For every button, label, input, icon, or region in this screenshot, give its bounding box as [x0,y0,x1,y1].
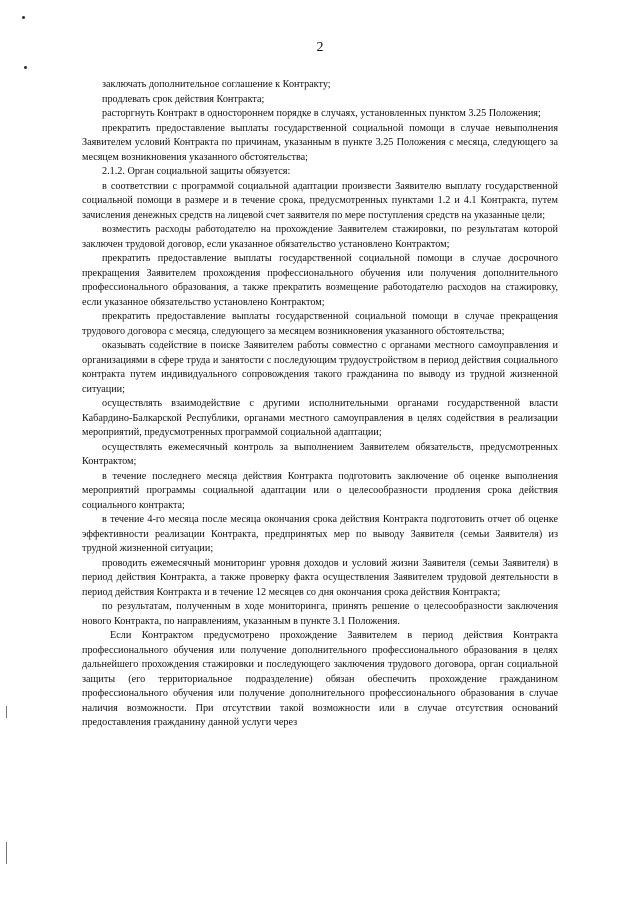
page-number: 2 [316,40,324,55]
paragraph: прекратить предоставление выплаты государственной социальной помощи в случае досрочного прекращения Заявителем прохождения профессионального обучения или получения дополнительного профессионального образования, а также прекратить возмещение работодателю расходов на стажировку, если указанное обязательство установлено Контрактом; [82,253,558,308]
paragraph: проводить ежемесячный мониторинг уровня доходов и условий жизни Заявителя (семьи Заявителя) в период действия Контракта, а также проверку факта осуществления Заявителем трудовой деятельности в период действия Контракта и в течение 12 месяцев со дня окончания срока действия Контракта; [82,557,558,598]
paragraph: осуществлять взаимодействие с другими исполнительными органами государственной власти Кабардино-Балкарской Республики, органами местного самоуправления в целях содействия в реализации мероприятий, предусмотренных программой социальной адаптации; [82,398,558,438]
paragraph: заключать дополнительное соглашение к Контракту; [102,79,331,90]
paragraph: продлевать срок действия Контракта; [102,93,265,105]
paragraph: по результатам, полученным в ходе мониторинга, принять решение о целесообразности заключения нового Контракта, по направлениям, указанным в пункте 3.1 Положения. [82,601,558,627]
paragraph: Если Контрактом предусмотрено прохождение Заявителем в период действия Контракта профессионального обучения или получение дополнительного профессионального образования в целях дальнейшего прохождения стажировки и последующего заключения трудового договора, орган социальной защиты (его территориальное подразделение) обязан обеспечить прохождение гражданином профессионального обучения или получение дополнительного профессионального образования в случае наличия возможности. При отсутствии такой возможности или в случае отсутствия оснований предоставления гражданину данной услуги через [82,630,558,728]
scan-artifact-dot [24,66,27,69]
paragraph: осуществлять ежемесячный контроль за выполнением Заявителем обязательств, предусмотренных Контрактом; [82,441,558,467]
scan-artifact-mark [6,842,7,864]
document-body [82,78,558,731]
scan-artifact-mark [6,706,7,718]
paragraph: в соответствии с программой социальной адаптации произвести Заявителю выплату государственной социальной помощи в размере и в течение срока, предусмотренных пунктами 1.2 и 4.1 Контракта, путем зачисления денежных средств на лицевой счет заявителя по мере поступления средств на указанные цели; [82,180,558,221]
paragraph: возместить расходы работодателю на прохождение Заявителем стажировки, по результатам которой заключен трудовой договор, если указанное обязательство установлено Контрактом; [82,224,558,250]
paragraph: прекратить предоставление выплаты государственной социальной помощи в случае прекращения трудового договора с месяца, следующего за месяцем возникновения указанного обстоятельства; [82,311,558,337]
paragraph: в течение последнего месяца действия Контракта подготовить заключение об оценке выполнения мероприятий программы социальной адаптации или о целесообразности продления срока действия социального контракта; [82,470,558,511]
section-heading: 2.1.2. Орган социальной защиты обязуется: [102,166,291,177]
paragraph: прекратить предоставление выплаты государственной социальной помощи в случае невыполнения Заявителем условий Контракта по причинам, указанным в пункте 3.25 Положения с месяца, следующего за месяцем возникновения указанного обстоятельства; [82,122,558,163]
paragraph: расторгнуть Контракт в одностороннем порядке в случаях, установленных пунктом 3.25 Положения; [102,108,541,119]
scan-artifact-dot [22,16,25,19]
paragraph: оказывать содействие в поиске Заявителем работы совместно с органами местного самоуправления и организациями в сфере труда и занятости с последующим трудоустройством в период действия социального контракта путем индивидуального сопровождения такого гражданина по выводу из трудной жизненной ситуации; [82,340,558,395]
paragraph: в течение 4-го месяца после месяца окончания срока действия Контракта подготовить отчет об оценке эффективности реализации Контракта, предпринятых мер по выводу Заявителя (семьи Заявителя) из трудной жизненной ситуации; [82,514,558,554]
